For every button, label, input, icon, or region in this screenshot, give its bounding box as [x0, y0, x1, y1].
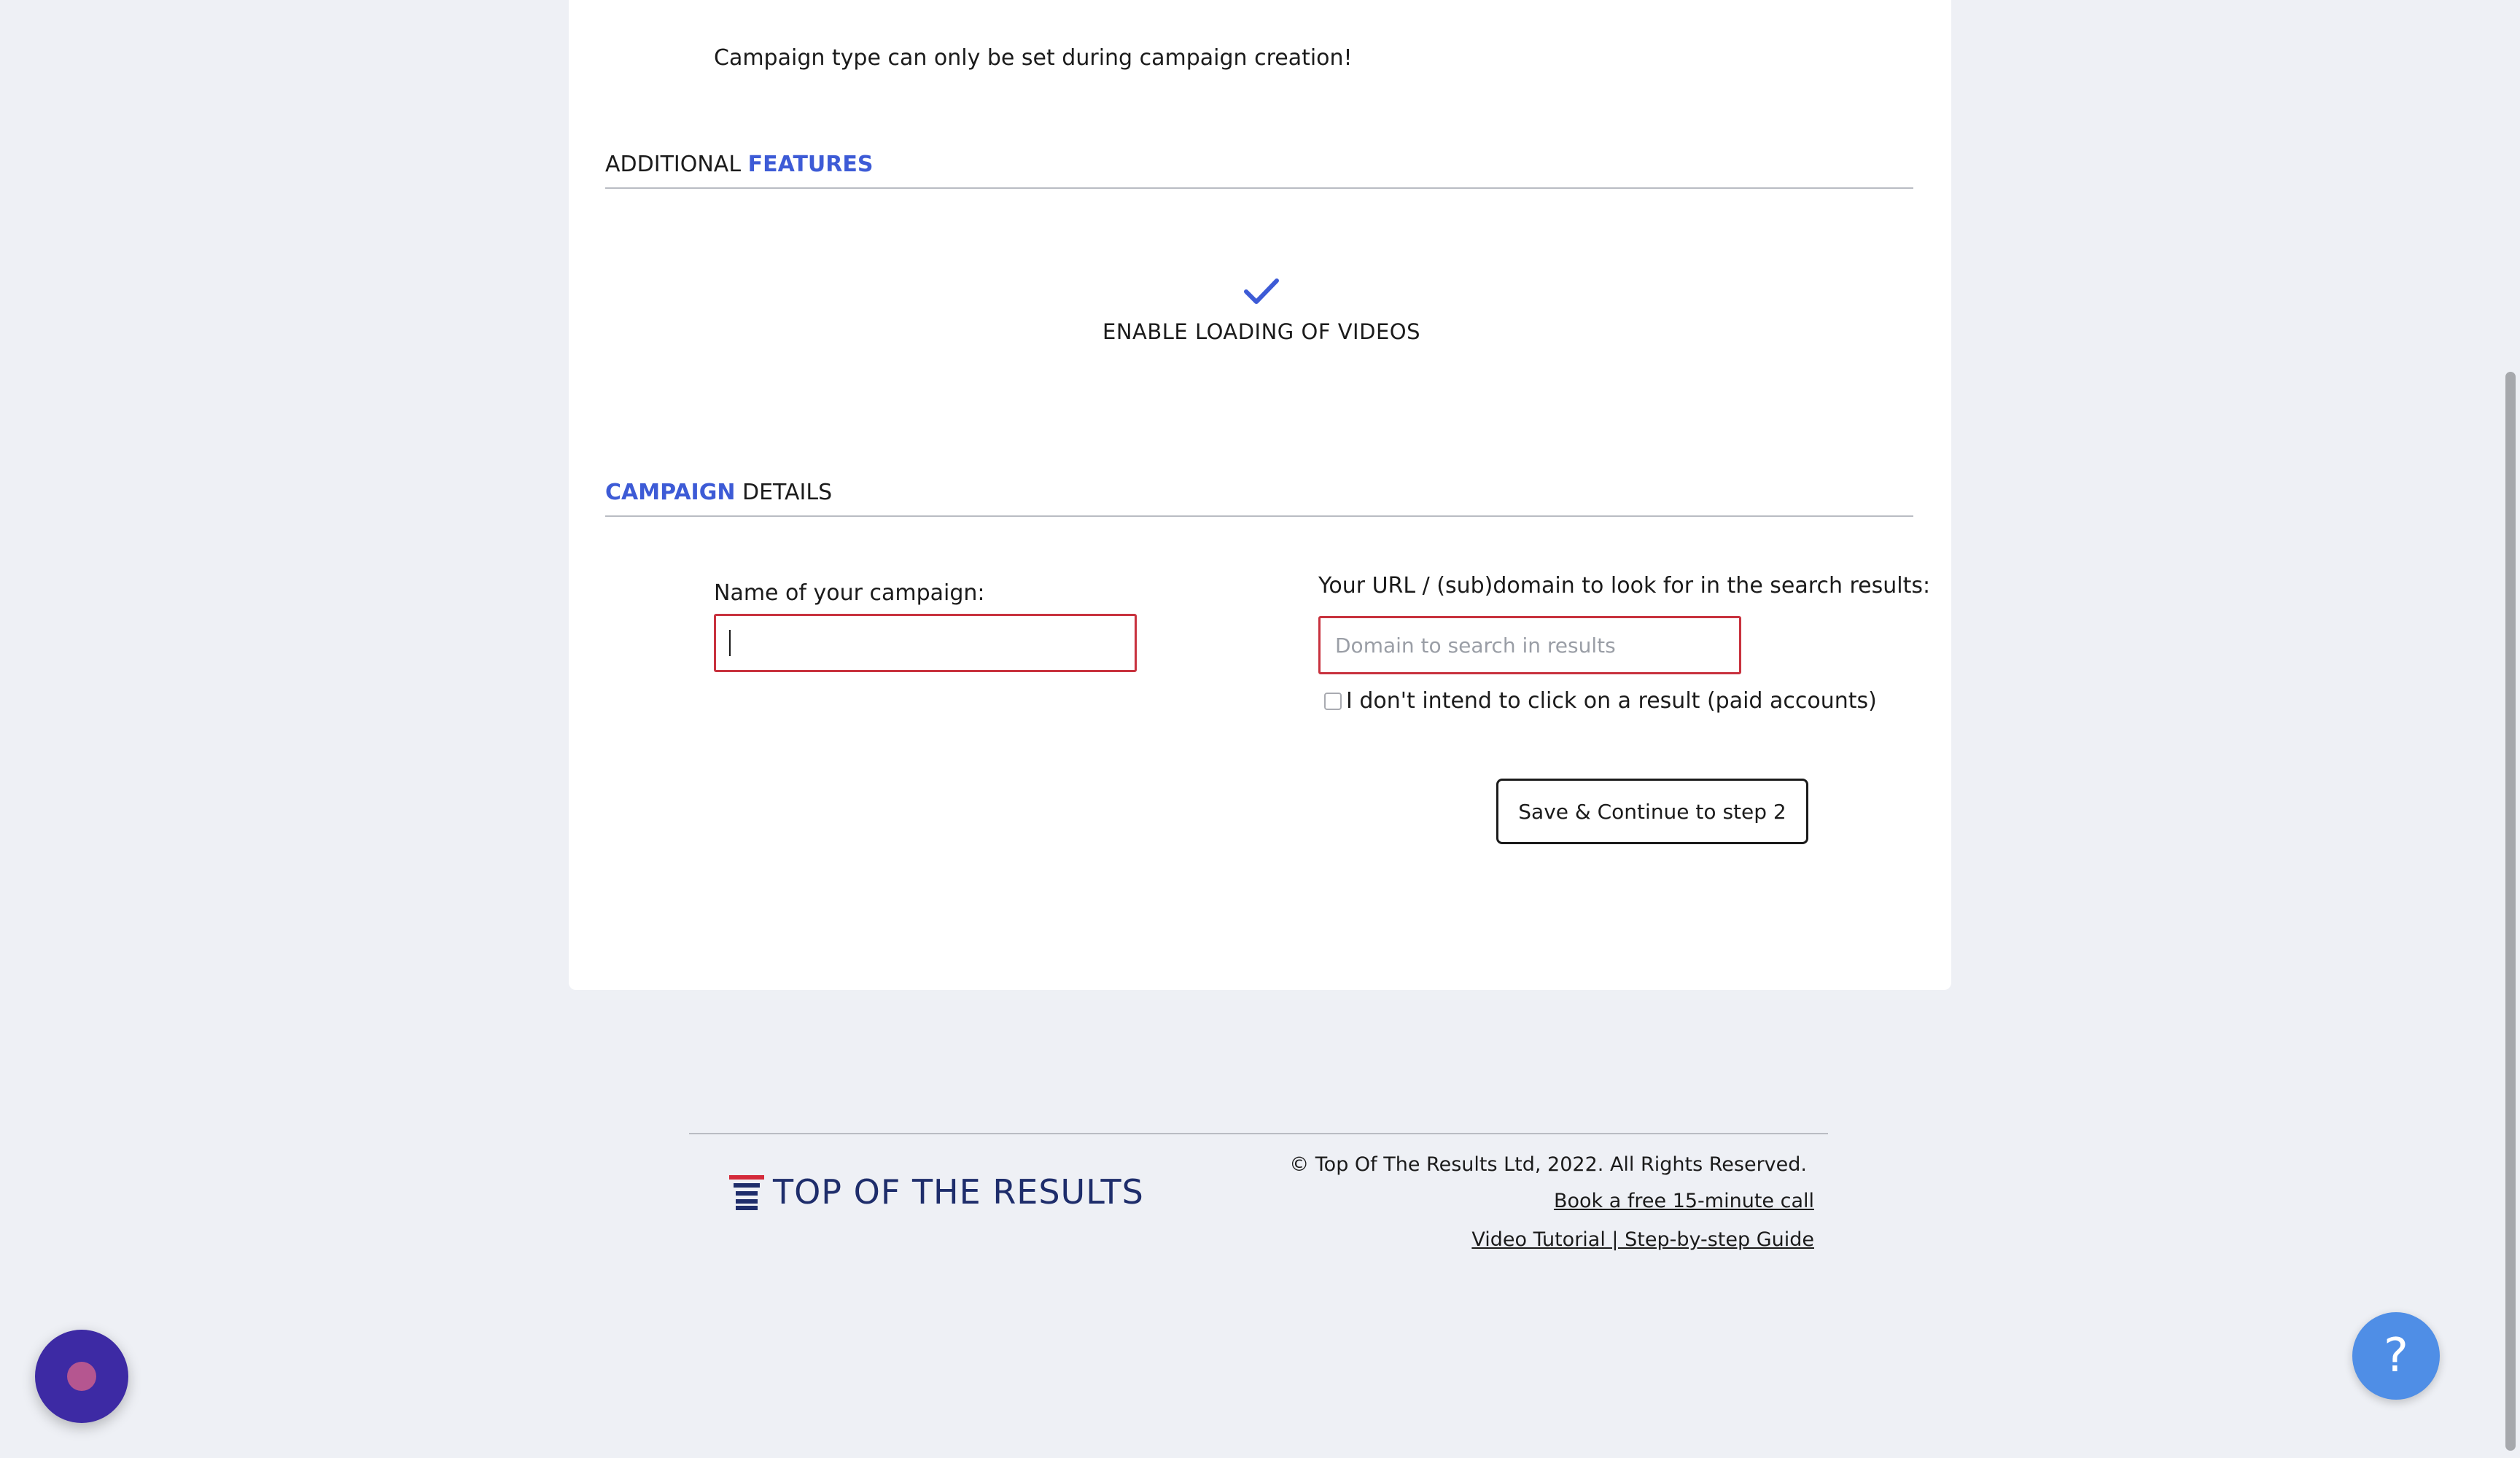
book-call-link[interactable]: Book a free 15-minute call	[1553, 1190, 1814, 1212]
additional-features-heading	[605, 152, 1913, 189]
footer-divider	[689, 1133, 1828, 1134]
campaign-type-notice: Campaign type can only be set during campaign creation!	[714, 45, 1353, 71]
text-caret	[729, 630, 731, 656]
heading-plain: DETAILS	[735, 480, 833, 505]
heading-accent: CAMPAIGN	[605, 480, 736, 505]
domain-label: Your URL / (sub)domain to look for in the search results:	[1318, 573, 1931, 599]
domain-input[interactable]	[1318, 616, 1741, 674]
logo-text: TOP OF THE RESULTS	[773, 1172, 1144, 1212]
logo-mark-icon	[729, 1174, 764, 1210]
feature-enable-videos[interactable]	[1043, 277, 1480, 344]
checkmark-icon	[1243, 277, 1280, 306]
save-continue-button[interactable]: Save & Continue to step 2	[1496, 779, 1808, 844]
campaign-details-heading	[605, 480, 1913, 517]
campaign-name-input[interactable]	[714, 614, 1137, 672]
copyright-text: © Top Of The Results Ltd, 2022. All Rights Reserved.	[1289, 1153, 1807, 1176]
heading-accent: FEATURES	[747, 152, 874, 177]
no-click-label: I don't intend to click on a result (paid accounts)	[1346, 688, 1877, 714]
tutorial-guide-link[interactable]: Video Tutorial | Step-by-step Guide	[1471, 1228, 1814, 1251]
footer-logo[interactable]	[729, 1172, 1144, 1212]
feature-label: ENABLE LOADING OF VIDEOS	[1102, 319, 1420, 344]
help-button[interactable]: ?	[2352, 1312, 2440, 1400]
campaign-name-label: Name of your campaign:	[714, 580, 985, 606]
chat-dot-icon	[67, 1362, 96, 1391]
no-click-option[interactable]	[1324, 688, 1877, 714]
heading-plain: ADDITIONAL	[605, 152, 748, 177]
page-scrollbar[interactable]	[2501, 0, 2520, 1458]
scrollbar-thumb[interactable]	[2505, 372, 2516, 1451]
no-click-checkbox[interactable]	[1324, 693, 1342, 710]
chat-widget-button[interactable]	[35, 1330, 128, 1423]
